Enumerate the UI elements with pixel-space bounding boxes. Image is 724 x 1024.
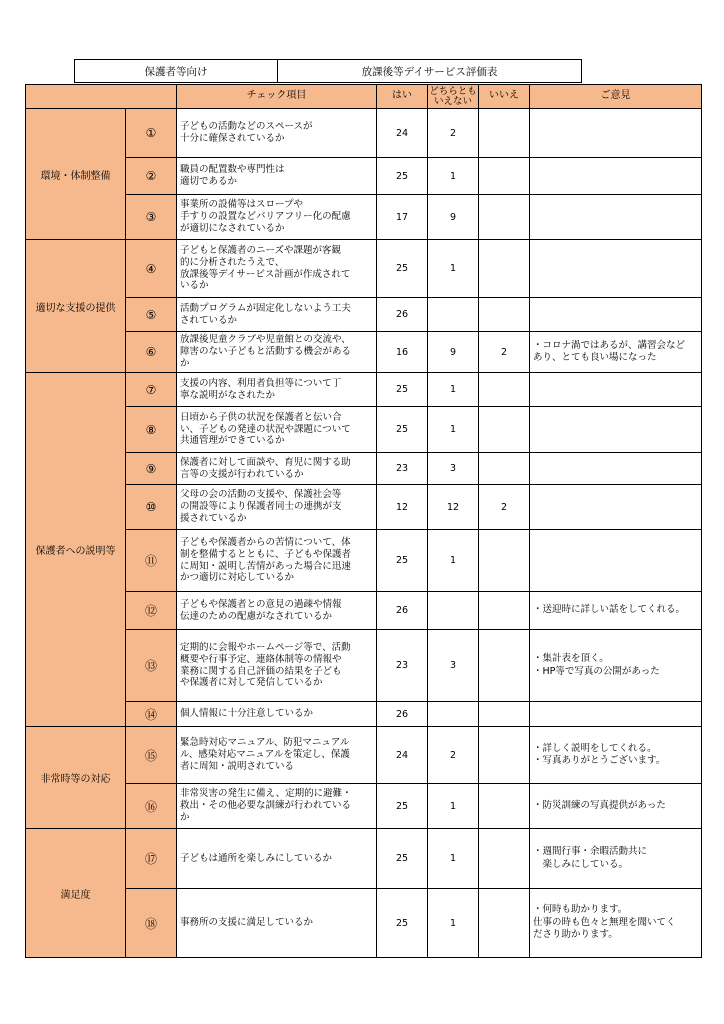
neither-count: [428, 592, 479, 630]
table-row: [26, 829, 702, 889]
category-cell: 適切な支援の提供: [26, 240, 126, 373]
item-number: ⑩: [126, 485, 177, 530]
opinion-text: [530, 240, 702, 298]
yes-header: はい: [377, 85, 428, 109]
item-number: ⑫: [126, 592, 177, 630]
yes-count: 16: [377, 332, 428, 373]
category-cell: 保護者への説明等: [26, 373, 126, 727]
table-row: [26, 195, 702, 240]
yes-count: 17: [377, 195, 428, 240]
yes-count: 25: [377, 407, 428, 453]
opinion-text: [530, 158, 702, 195]
opinion-text-content: ・何時も助かります。 仕事の時も色々と無理を聞いてく ださり助かります。: [533, 904, 676, 941]
opinion-text: [530, 530, 702, 592]
table-row: [26, 889, 702, 958]
neither-count: 1: [428, 407, 479, 453]
yes-count: 25: [377, 373, 428, 407]
item-number: ⑰: [126, 829, 177, 889]
check-item-text-content: 保護者に対して面談や、育児に関する助 言等の支援が行われているか: [180, 456, 351, 480]
opinion-text: [530, 485, 702, 530]
check-item-text-content: 父母の会の活動の支援や、保護社会等 の開設等により保護者同士の連携が支 援されているか: [180, 489, 342, 524]
neither-count: 2: [428, 727, 479, 784]
table-row: [26, 298, 702, 332]
audience-label: 保護者等向け: [75, 60, 278, 82]
opinion-text-content: ・コロナ渦ではあるが、講習会など あり、とても良い場になった: [533, 339, 686, 363]
check-item-text: [177, 407, 377, 453]
opinion-text: [530, 784, 702, 829]
opinion-text: [530, 109, 702, 158]
check-item-text-content: 子どもや保護者との意見の過疎や情報 伝達のための配慮がなされているか: [180, 598, 342, 622]
check-item-text: [177, 530, 377, 592]
check-item-text: [177, 727, 377, 784]
table-row: [26, 630, 702, 702]
check-item-text-content: 子どもは通所を楽しみにしているか: [180, 852, 333, 864]
check-item-text-content: 支援の内容、利用者負担等について丁 寧な説明がなされたか: [180, 377, 342, 401]
opinion-text: [530, 332, 702, 373]
no-count: [479, 195, 530, 240]
item-number: ⑪: [126, 530, 177, 592]
check-item-text-content: 活動プログラムが固定化しないよう工夫 されているか: [180, 302, 351, 326]
item-number: ⑬: [126, 630, 177, 702]
check-item-text-content: 緊急時対応マニュアル、防犯マニュアル ル、感染対応マニュアルを策定し、保護 者に周知・説明されている: [180, 737, 350, 772]
table-row: [26, 373, 702, 407]
yes-count: 26: [377, 298, 428, 332]
table-row: [26, 485, 702, 530]
yes-count: 25: [377, 829, 428, 889]
no-count: [479, 829, 530, 889]
item-number: ⑭: [126, 702, 177, 727]
opinion-text: [530, 373, 702, 407]
no-count: [479, 889, 530, 958]
item-number: ①: [126, 109, 177, 158]
check-item-text-content: 事業所の設備等はスロープや 手すりの設置などバリアフリー化の配慮 が適切になされているか: [180, 199, 351, 234]
check-item-text: [177, 829, 377, 889]
item-number: ⑤: [126, 298, 177, 332]
form-header: [74, 59, 582, 83]
item-number: ⑱: [126, 889, 177, 958]
check-item-text: [177, 158, 377, 195]
evaluation-table: [25, 84, 702, 958]
table-row: [26, 530, 702, 592]
yes-count: 26: [377, 592, 428, 630]
table-body: [26, 109, 702, 958]
no-count: [479, 158, 530, 195]
neither-count: 1: [428, 784, 479, 829]
opinion-text-content: ・送迎時に詳しい話をしてくれる。: [533, 604, 686, 616]
check-item-text: [177, 702, 377, 727]
no-count: [479, 298, 530, 332]
category-cell: 非常時等の対応: [26, 727, 126, 829]
check-item-text: [177, 240, 377, 298]
no-count: [479, 109, 530, 158]
check-item-text: [177, 373, 377, 407]
no-header: いいえ: [479, 85, 530, 109]
check-item-text-content: 子どもの活動などのスペースが 十分に確保されているか: [180, 121, 313, 144]
item-number: ④: [126, 240, 177, 298]
opinion-text: [530, 630, 702, 702]
opinion-text: [530, 298, 702, 332]
table-header-row: [26, 85, 702, 109]
opinion-text-content: ・詳しく説明をしてくれる。 ・写真ありがとうございます。: [533, 742, 666, 766]
yes-count: 25: [377, 158, 428, 195]
neither-count: 12: [428, 485, 479, 530]
opinions-header: ご意見: [530, 85, 702, 109]
item-number: ⑦: [126, 373, 177, 407]
yes-count: 23: [377, 630, 428, 702]
item-number: ③: [126, 195, 177, 240]
item-number: ⑨: [126, 453, 177, 485]
opinion-text-content: ・集計表を頂く。 ・HP等で写真の公開があった: [533, 653, 660, 677]
neither-count: 1: [428, 530, 479, 592]
check-item-text-content: 定期的に会報やホームページ等で、活動 概要や行事予定、連絡体制等の情報や 業務に関する自己評価の結果を子ども や保護者に対して発信しているか: [180, 641, 351, 689]
category-cell: 環境・体制整備: [26, 109, 126, 240]
table-row: [26, 158, 702, 195]
no-count: [479, 453, 530, 485]
neither-count: [428, 298, 479, 332]
check-items-header: チェック項目: [177, 85, 377, 109]
no-count: [479, 530, 530, 592]
neither-header: どちらとも いえない: [429, 85, 477, 107]
yes-count: 25: [377, 784, 428, 829]
neither-count: [428, 702, 479, 727]
no-count: [479, 240, 530, 298]
neither-count: 1: [428, 240, 479, 298]
table-row: [26, 784, 702, 829]
check-item-text: [177, 109, 377, 158]
opinion-text: [530, 407, 702, 453]
form-title: 放課後等デイサービス評価表: [361, 65, 498, 78]
blank-header: [26, 85, 177, 109]
check-item-text: [177, 298, 377, 332]
check-item-text: [177, 485, 377, 530]
check-item-text-content: 子どもと保護者のニーズや課題が客観 的に分析されたうえで、 放課後等デイサービス計画が作成されて いるか: [180, 244, 351, 292]
check-item-text-content: 放課後児童クラブや児童館との交流や、 障害のない子どもと活動する機会がある か: [180, 334, 352, 369]
yes-count: 26: [377, 702, 428, 727]
no-count: 2: [479, 485, 530, 530]
check-item-text-content: 日頃から子供の状況を保護者と伝い合 い、子どもの発達の状況や課題について 共通管理ができているか: [180, 411, 351, 447]
item-number: ⑮: [126, 727, 177, 784]
yes-count: 12: [377, 485, 428, 530]
opinion-text: [530, 453, 702, 485]
neither-count: 1: [428, 889, 479, 958]
opinion-text: [530, 727, 702, 784]
check-item-text: [177, 630, 377, 702]
check-item-text: [177, 332, 377, 373]
no-count: [479, 702, 530, 727]
table-row: [26, 332, 702, 373]
opinion-text: [530, 829, 702, 889]
table-row: [26, 407, 702, 453]
check-item-text-content: 事務所の支援に満足しているか: [180, 917, 314, 929]
neither-count: 2: [428, 109, 479, 158]
table-row: [26, 727, 702, 784]
opinion-text: [530, 889, 702, 958]
no-count: [479, 592, 530, 630]
neither-count: 9: [428, 332, 479, 373]
table-row: [26, 592, 702, 630]
neither-count: 1: [428, 373, 479, 407]
no-count: [479, 407, 530, 453]
item-number: ②: [126, 158, 177, 195]
check-item-text: [177, 784, 377, 829]
yes-count: 24: [377, 109, 428, 158]
yes-count: 25: [377, 240, 428, 298]
check-item-text-content: 子どもや保護者からの苦情について、体 制を整備するとともに、子どもや保護者 に周知・説明し苦情があった場合に迅速 かつ適切に対応しているか: [180, 536, 352, 584]
opinion-text: [530, 702, 702, 727]
table-row: [26, 109, 702, 158]
yes-count: 25: [377, 889, 428, 958]
no-count: [479, 630, 530, 702]
category-cell: 満足度: [26, 829, 126, 958]
no-count: 2: [479, 332, 530, 373]
yes-count: 23: [377, 453, 428, 485]
opinion-text-content: ・防災訓練の写真提供があった: [533, 799, 666, 811]
opinion-text: [530, 195, 702, 240]
check-item-text: [177, 195, 377, 240]
yes-count: 24: [377, 727, 428, 784]
check-item-text: [177, 889, 377, 958]
neither-count: 3: [428, 453, 479, 485]
opinion-text-content: ・週間行事・余暇活動共に 楽しみにしている。: [533, 846, 648, 870]
no-count: [479, 373, 530, 407]
check-item-text-content: 非常災害の発生に備え、定期的に避難・ 救出・その他必要な訓練が行われている か: [180, 788, 352, 823]
table-row: [26, 702, 702, 727]
opinion-text: [530, 592, 702, 630]
check-item-text: [177, 453, 377, 485]
neither-count: 9: [428, 195, 479, 240]
table-row: [26, 453, 702, 485]
item-number: ⑯: [126, 784, 177, 829]
neither-count: 1: [428, 829, 479, 889]
item-number: ⑥: [126, 332, 177, 373]
yes-count: 25: [377, 530, 428, 592]
item-number: ⑧: [126, 407, 177, 453]
no-count: [479, 784, 530, 829]
table-row: [26, 240, 702, 298]
check-item-text: [177, 592, 377, 630]
check-item-text-content: 職員の配置数や専門性は 適切であるか: [180, 164, 285, 187]
check-item-text-content: 個人情報に十分注意しているか: [180, 708, 314, 720]
neither-count: 1: [428, 158, 479, 195]
neither-count: 3: [428, 630, 479, 702]
no-count: [479, 727, 530, 784]
